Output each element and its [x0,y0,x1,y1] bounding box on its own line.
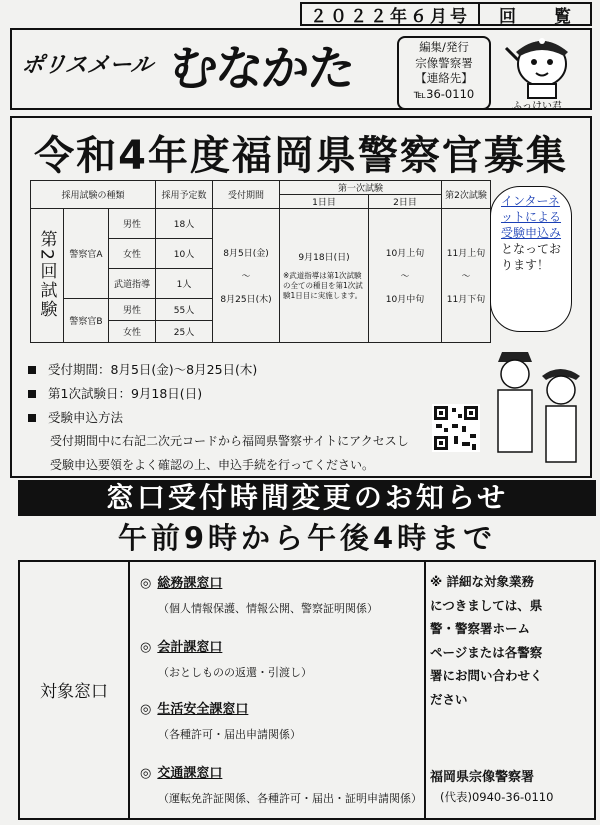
recruitment-title: 令和4年度福岡県警察官募集 [34,133,568,179]
bullet-text: 受付期間：8月5日(金)〜8月25日(木) [48,362,258,377]
double-circle-icon: ◎ [140,576,152,591]
window-item [140,636,222,655]
window-desc: （各種許可・届出申請関係） [158,728,301,741]
row-sex: 武道指導 [109,269,156,299]
detail-note [430,570,590,711]
day2-to: 10月中旬 [385,295,425,305]
publisher-line: 【連絡先】 [415,71,473,85]
group-a: 警察官A [64,209,109,299]
window-desc: （個人情報保護、情報公開、警察証明関係） [158,602,378,615]
note-line: 警・警察署ホーム [430,621,531,636]
group-b: 警察官B [64,299,109,343]
day2-tilde: 〜 [400,272,410,282]
col-day2: 2日目 [369,195,442,209]
day1-cell [280,209,369,343]
mascot-icon [492,30,592,100]
window-name: 総務課窓口 [157,576,223,591]
publisher-box [397,36,491,110]
col-period: 受付期間 [213,181,280,209]
col-day1: 1日目 [280,195,369,209]
row-sex: 男性 [109,299,156,321]
publisher-line: 編集/発行 [419,40,469,54]
publisher-line: ℡36-0110 [413,86,475,101]
bullet-text: 第1次試験日：9月18日(日) [48,386,203,401]
window-name: 生活安全課窓口 [157,702,249,717]
bullet-item [28,360,257,378]
round-label: 第2回試験 [36,229,57,319]
new-hours: 午前9時から午後4時まで [117,521,497,555]
station-name: 福岡県宗像警察署 [430,770,535,785]
publisher-line: 宗像警察署 [415,55,473,70]
day1-date: 9月18日(日) [298,253,350,263]
notice-title: 窓口受付時間変更のお知らせ [105,481,509,514]
row-count: 1人 [156,269,213,299]
row-count: 25人 [156,321,213,343]
bullet-item [28,384,202,402]
kairan-label [480,2,592,26]
bullet-item [28,408,123,426]
qr-code[interactable] [432,404,480,452]
speech-bubble [490,186,572,332]
qr-code-icon [432,404,480,452]
station-phone: (代表)0940-36-0110 [440,790,554,804]
issue-header [300,2,592,26]
col-second-exam: 第2次試験 [442,181,491,209]
police-officers-illustration [490,340,586,470]
second-exam-cell [442,209,491,343]
target-label: 対象窓口 [40,682,108,702]
col-first-exam: 第一次試験 [280,181,442,195]
kairan-char-2: 覧 [554,6,571,27]
period-start: 8月5日(金) [223,249,269,259]
row-sex: 男性 [109,209,156,239]
row-sex: 女性 [109,239,156,269]
note-line: ださい [430,691,468,707]
period-end: 8月25日(木) [220,295,272,305]
bullet-text: 受験申込方法 [48,410,124,425]
window-name: 交通課窓口 [157,766,223,781]
brand-title: むなかた [166,41,357,97]
window-item [140,762,222,781]
recruitment-table [30,180,491,343]
day2-from: 10月上旬 [385,249,425,259]
note-line: ページまたは各警察 [430,644,543,660]
window-item [140,698,248,717]
internet-application-link[interactable]: インターネットによる受験申込み [501,194,562,240]
row-count: 10人 [156,239,213,269]
period-cell [213,209,280,343]
window-desc: （運転免許証関係、各種許可・届出・証明申請関係） [158,792,422,805]
day2-cell [369,209,442,343]
day1-note: ※武道指導は第1次試験の全ての種目を第1次試験1日目に実施します。 [283,271,363,300]
double-circle-icon: ◎ [140,766,152,781]
double-circle-icon: ◎ [140,640,152,655]
window-item [140,572,222,591]
instruction-line: 受験申込要領をよく確認の上、申込手続を行ってください。 [50,458,375,472]
second-from: 11月上旬 [446,249,486,259]
note-line: ※ 詳細な対象業務 [430,574,535,589]
col-kind: 採用試験の種類 [31,181,156,209]
row-sex: 女性 [109,321,156,343]
row-count: 55人 [156,299,213,321]
note-line: 署にお問い合わせく [430,668,543,683]
bubble-text: となっております！ [501,242,562,272]
mascot-caption: ふっけい君 [512,101,562,112]
col-planned: 採用予定数 [156,181,213,209]
issue-date: ２０２２年６月号 [300,2,480,26]
second-to: 11月下旬 [446,295,486,305]
row-count: 18人 [156,209,213,239]
round-label-cell [31,209,64,343]
period-tilde: 〜 [241,272,251,282]
instruction-line: 受付期間中に右記二次元コードから福岡県警察サイトにアクセスし [50,434,409,448]
double-circle-icon: ◎ [140,702,152,717]
window-name: 会計課窓口 [157,640,223,655]
officers-icon [490,340,586,470]
brand-subtitle: ポリスメール [19,53,155,78]
kairan-char-1: 回 [499,6,516,27]
window-desc: （おとしものの返還・引渡し） [158,666,312,679]
second-tilde: 〜 [461,272,471,282]
mascot-image [492,30,592,112]
note-line: につきましては、県 [430,597,543,613]
